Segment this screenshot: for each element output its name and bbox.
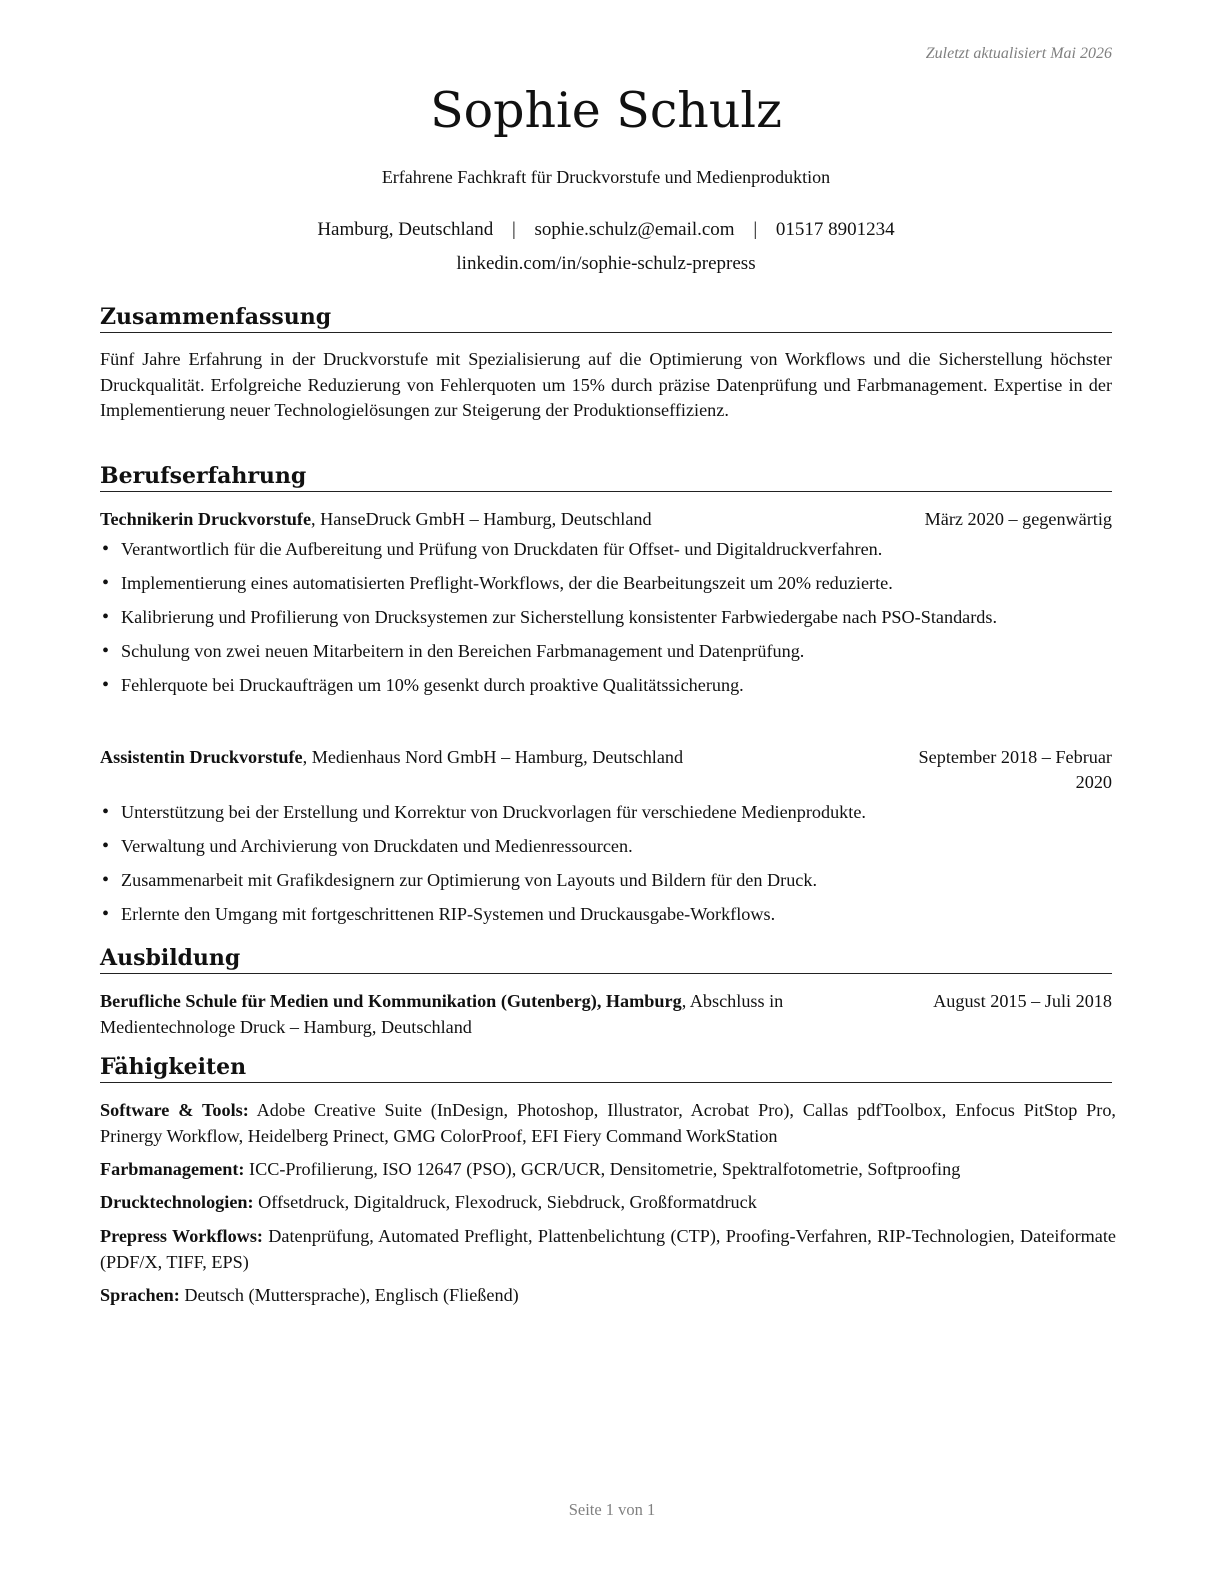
education-dates: August 2015 – Juli 2018 [933, 991, 1112, 1011]
school-name: Berufliche Schule für Medien und Kommunikation (Gutenberg), Hamburg [100, 991, 682, 1011]
skill-label: Sprachen: [100, 1285, 180, 1305]
education-entry [100, 989, 880, 1040]
skill-label: Prepress Workflows: [100, 1226, 263, 1246]
skill-value: Offsetdruck, Digitaldruck, Flexodruck, Siebdruck, Großformatdruck [253, 1192, 757, 1212]
linkedin-link[interactable]: linkedin.com/in/sophie-schulz-prepress [456, 253, 756, 274]
list-item: • Erlernte den Umgang mit fortgeschrittenen RIP-Systemen und Druckausgabe-Workflows. [100, 902, 1106, 928]
location-text: Hamburg, Deutschland [317, 219, 494, 240]
skill-value: Datenprüfung, Automated Preflight, Plattenbelichtung (CTP), Proofing-Verfahren, RIP-Technologien, Dateiformate (PDF/X, TIFF, EPS) [100, 1226, 1116, 1272]
skill-label: Drucktechnologien: [100, 1192, 254, 1212]
list-item: • Fehlerquote bei Druckaufträgen um 10% gesenkt durch proaktive Qualitätssicherung. [100, 673, 1106, 699]
skill-value: Adobe Creative Suite (InDesign, Photoshop, Illustrator, Acrobat Pro), Callas pdfToolbox, Enfocus PitStop Pro, Prinergy Workflow, Heidelberg Prinect, GMG ColorProof, EFI Fiery Command WorkStation [100, 1100, 1116, 1146]
summary-text: Fünf Jahre Erfahrung in der Druckvorstufe mit Spezialisierung auf die Optimierung von Workflows und die Sicherstellung höchster Druckqualität. Erfolgreiche Reduzierung von Fehlerquoten um 15% durch präzise Datenprüfung und Farbmanagement. Expertise in der Implementierung neuer Technologielösungen zur Steigerung der Produktionseffizienz. [100, 349, 1112, 420]
job-dates-line: 2020 [1075, 772, 1112, 792]
section-title-education: Ausbildung [100, 945, 1112, 974]
list-item: • Unterstützung bei der Erstellung und Korrektur von Druckvorlagen für verschiedene Medienprodukte. [100, 800, 1106, 826]
skill-value: ICC-Profilierung, ISO 12647 (PSO), GCR/UCR, Densitometrie, Spektralfotometrie, Softproofing [244, 1159, 961, 1179]
last-updated-note: Zuletzt aktualisiert Mai 2026 [925, 45, 1112, 62]
candidate-headline: Erfahrene Fachkraft für Druckvorstufe und Medienproduktion [381, 167, 831, 187]
section-title-skills: Fähigkeiten [100, 1054, 1112, 1083]
list-item: • Verantwortlich für die Aufbereitung und Prüfung von Druckdaten für Offset- und Digitaldruckverfahren. [100, 537, 1106, 563]
contact-line [100, 219, 1112, 241]
job-bullet-list [100, 800, 1106, 936]
list-item: • Zusammenarbeit mit Grafikdesignern zur Optimierung von Layouts und Bildern für den Druck. [100, 868, 1106, 894]
job-role: Assistentin Druckvorstufe [100, 747, 303, 767]
section-title-summary: Zusammenfassung [100, 304, 1112, 333]
skill-row [100, 1190, 1116, 1216]
skill-row [100, 1283, 1116, 1309]
list-item: • Kalibrierung und Profilierung von Drucksystemen zur Sicherstellung konsistenter Farbwiedergabe nach PSO-Standards. [100, 605, 1106, 631]
section-title-experience: Berufserfahrung [100, 463, 1112, 492]
email-link[interactable]: sophie.schulz@email.com [534, 219, 735, 240]
skill-label: Software & Tools: [100, 1100, 249, 1120]
list-item: • Schulung von zwei neuen Mitarbeitern in den Bereichen Farbmanagement und Datenprüfung. [100, 639, 1106, 665]
phone-text: 01517 8901234 [775, 219, 895, 240]
job-dates [919, 745, 1112, 795]
job-dates-line: September 2018 – Februar [918, 747, 1112, 767]
skill-value: Deutsch (Muttersprache), Englisch (Fließend) [179, 1285, 519, 1305]
job-company: , HanseDruck GmbH – Hamburg, Deutschland [311, 509, 652, 529]
skill-row [100, 1157, 1116, 1183]
job-dates: März 2020 – gegenwärtig [924, 509, 1112, 529]
page-number: Seite 1 von 1 [568, 1500, 656, 1519]
skill-row [100, 1224, 1116, 1275]
job-company: , Medienhaus Nord GmbH – Hamburg, Deutschland [302, 747, 684, 767]
skill-row [100, 1098, 1116, 1149]
list-item: • Implementierung eines automatisierten Preflight-Workflows, der die Bearbeitungszeit um 20% reduzierte. [100, 571, 1106, 597]
contact-separator: | [753, 219, 758, 240]
education-detail: , Abschluss in Medientechnologe Druck – Hamburg, Deutschland [100, 991, 784, 1037]
contact-separator: | [511, 219, 516, 240]
candidate-name: Sophie Schulz [430, 82, 782, 139]
job-role: Technikerin Druckvorstufe [100, 509, 312, 529]
list-item: • Verwaltung und Archivierung von Druckdaten und Medienressourcen. [100, 834, 1106, 860]
job-bullet-list [100, 537, 1106, 707]
skill-label: Farbmanagement: [100, 1159, 245, 1179]
